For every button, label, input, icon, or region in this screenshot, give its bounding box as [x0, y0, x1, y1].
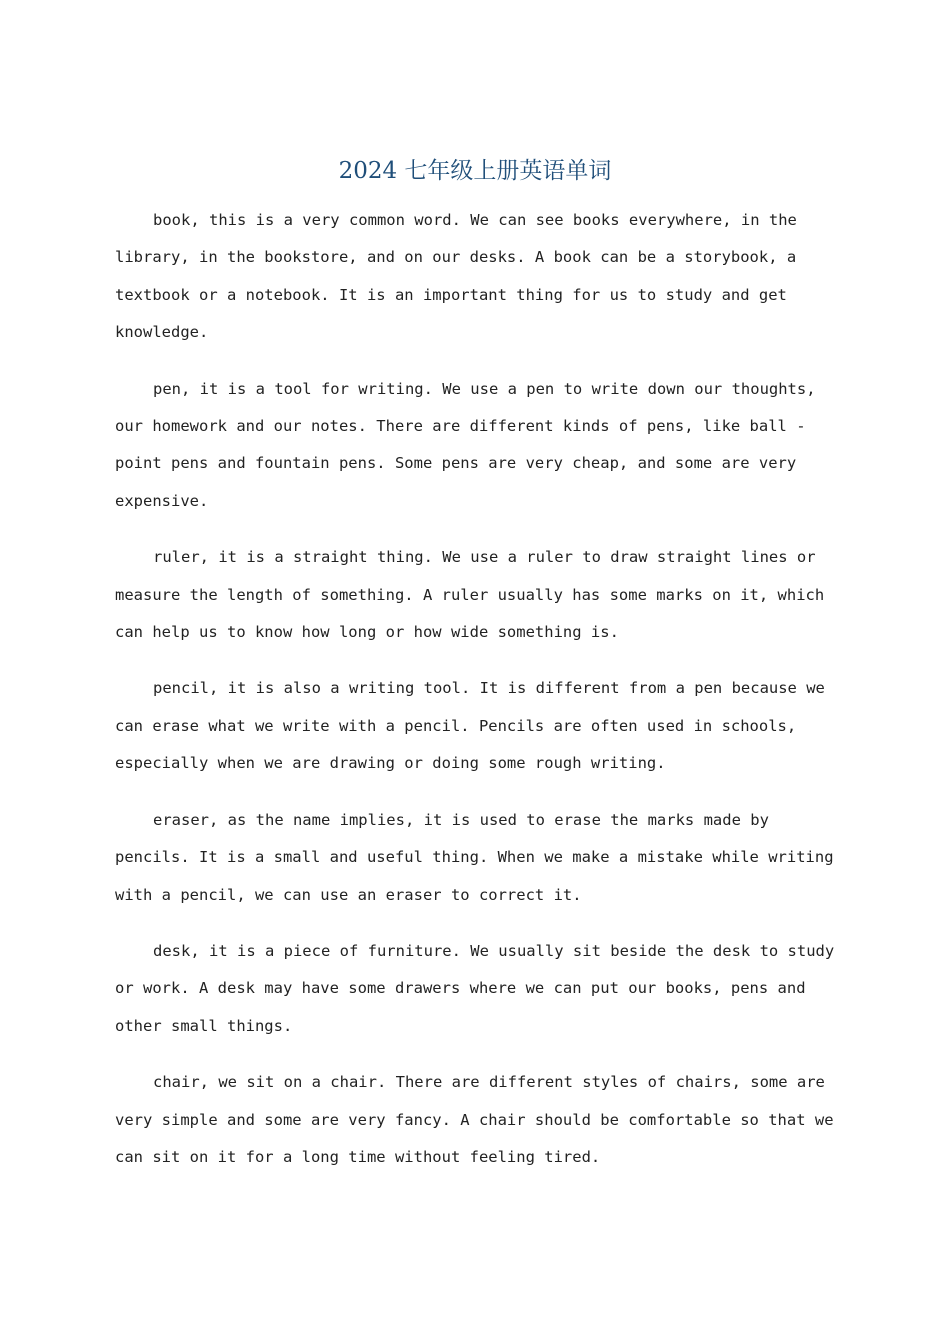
page-title: 2024 七年级上册英语单词	[338, 158, 612, 184]
paragraph-book: book, this is a very common word. We can see books everywhere, in the library, in the bookstore, and on our desks. A book can be a storybook, a textbook or a notebook. It is an important thing for us to study and get knowledge.	[115, 211, 797, 342]
paragraph-desk: desk, it is a piece of furniture. We usually sit beside the desk to study or work. A desk may have some drawers where we can put our books, pens and other small things.	[115, 941, 835, 1035]
paragraph-eraser: eraser, as the name implies, it is used to erase the marks made by pencils. It is a small and useful thing. When we make a mistake while writing with a pencil, we can use an eraser to correct it.	[115, 810, 834, 904]
paragraph-pen: pen, it is a tool for writing. We use a pen to write down our thoughts, our homework and our notes. There are different kinds of pens, like ball - point pens and fountain pens. Some pens are very cheap, and some are very expensive.	[115, 379, 816, 510]
paragraph-ruler: ruler, it is a straight thing. We use a ruler to draw straight lines or measure the length of something. A ruler usually has some marks on it, which can help us to know how long or how wide something is.	[115, 548, 825, 642]
document-body	[115, 202, 843, 1195]
paragraph-pencil: pencil, it is also a writing tool. It is different from a pen because we can erase what we write with a pencil. Pencils are often used in schools, especially when we are drawing or doing some rough writing.	[115, 679, 825, 773]
paragraph-chair: chair, we sit on a chair. There are different styles of chairs, some are very simple and some are very fancy. A chair should be comfortable so that we can sit on it for a long time without feeling tired.	[115, 1073, 834, 1166]
